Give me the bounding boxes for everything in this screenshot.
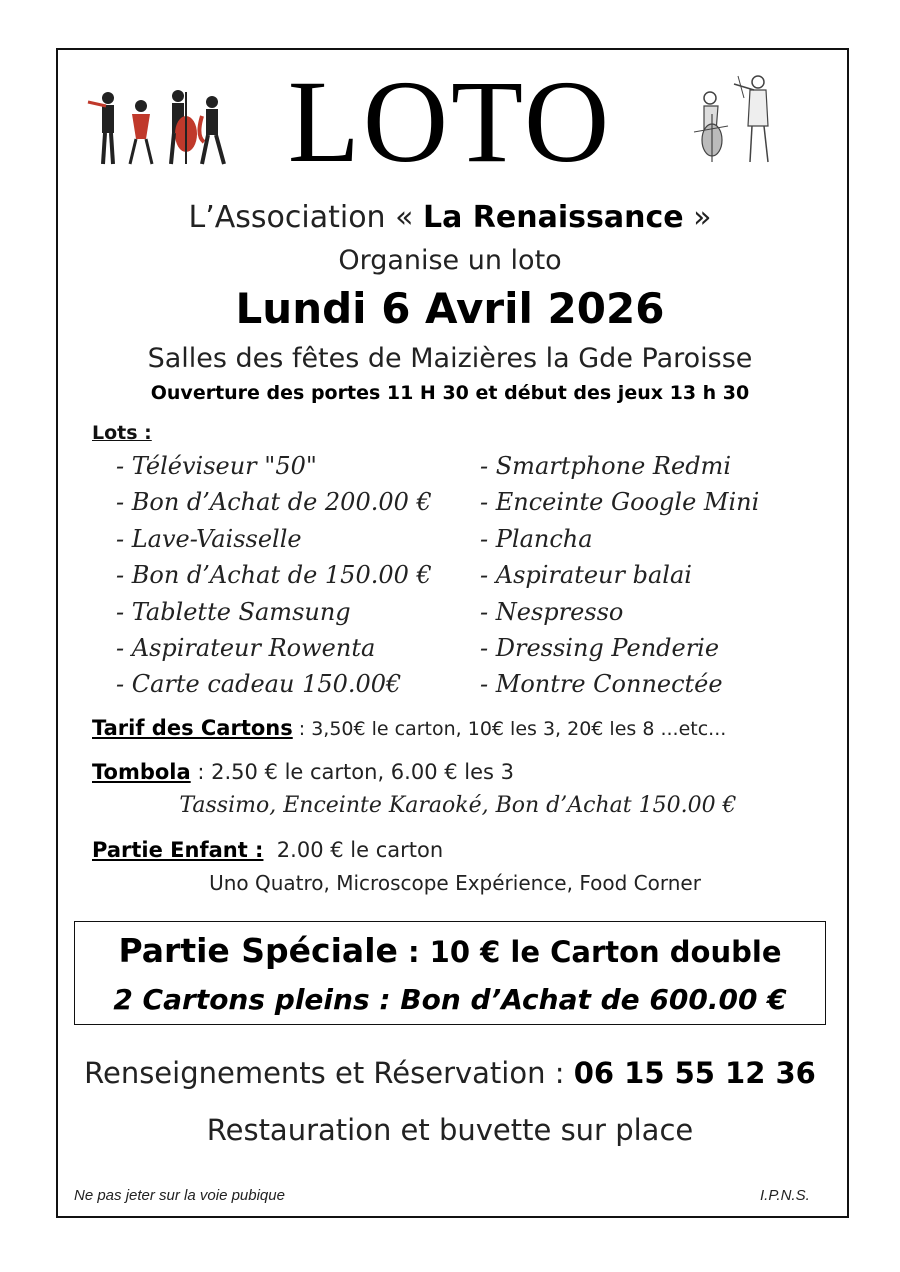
lot-item: - Aspirateur balai [480, 561, 692, 589]
tarif-text: : 3,50€ le carton, 10€ les 3, 20€ les 8 ...etc... [292, 718, 727, 740]
lot-item: - Téléviseur "50" [116, 452, 317, 480]
association-line [0, 200, 900, 235]
special-game-prize: 2 Cartons pleins : Bon d’Achat de 600.00 € [113, 983, 787, 1016]
lot-item: - Carte cadeau 150.00€ [116, 670, 402, 698]
lot-item: - Plancha [480, 525, 593, 553]
tombola-prizes: Tassimo, Enceinte Karaoké, Bon d’Achat 150.00 € [179, 793, 737, 818]
enfant-prizes: Uno Quatro, Microscope Expérience, Food Corner [209, 871, 701, 895]
poster-title: LOTO [287, 56, 613, 187]
contact-line [0, 1056, 900, 1090]
enfant-text: 2.00 € le carton [263, 838, 444, 862]
special-game-price: : 10 € le Carton double [397, 935, 782, 969]
restauration-line: Restauration et buvette sur place [206, 1113, 694, 1147]
lot-item: - Enceinte Google Mini [480, 488, 760, 516]
special-game-label: Partie Spéciale [118, 931, 398, 970]
lot-item: - Bon d’Achat de 200.00 € [116, 488, 432, 516]
association-prefix: L’Association « [188, 200, 423, 235]
footer-notice: Ne pas jeter sur la voie pubique [74, 1187, 285, 1204]
tarif-line [92, 716, 726, 740]
association-suffix: » [683, 200, 712, 235]
event-date: Lundi 6 Avril 2026 [235, 284, 665, 333]
lot-item: - Lave-Vaisselle [116, 525, 302, 553]
tombola-text: : 2.50 € le carton, 6.00 € les 3 [190, 760, 515, 784]
lots-heading: Lots : [92, 422, 152, 444]
enfant-label: Partie Enfant : [92, 838, 264, 862]
lot-item: - Smartphone Redmi [480, 452, 731, 480]
tombola-label: Tombola [92, 760, 191, 784]
lot-item: - Montre Connectée [480, 670, 723, 698]
lot-item: - Nespresso [480, 598, 624, 626]
lot-item: - Dressing Penderie [480, 634, 720, 662]
lot-item: - Bon d’Achat de 150.00 € [116, 561, 432, 589]
opening-hours: Ouverture des portes 11 H 30 et début des jeux 13 h 30 [150, 382, 750, 404]
event-venue: Salles des fêtes de Maizières la Gde Paroisse [147, 343, 753, 374]
tombola-line [92, 760, 514, 784]
contact-label: Renseignements et Réservation : [84, 1056, 574, 1090]
enfant-line [92, 838, 443, 862]
lot-item: - Tablette Samsung [116, 598, 351, 626]
association-name: La Renaissance [423, 200, 684, 235]
organise-line: Organise un loto [338, 245, 562, 276]
tarif-label: Tarif des Cartons [92, 716, 293, 740]
special-game-line [0, 931, 900, 970]
footer-ipns: I.P.N.S. [760, 1187, 810, 1204]
contact-phone: 06 15 55 12 36 [573, 1056, 816, 1090]
lot-item: - Aspirateur Rowenta [116, 634, 376, 662]
